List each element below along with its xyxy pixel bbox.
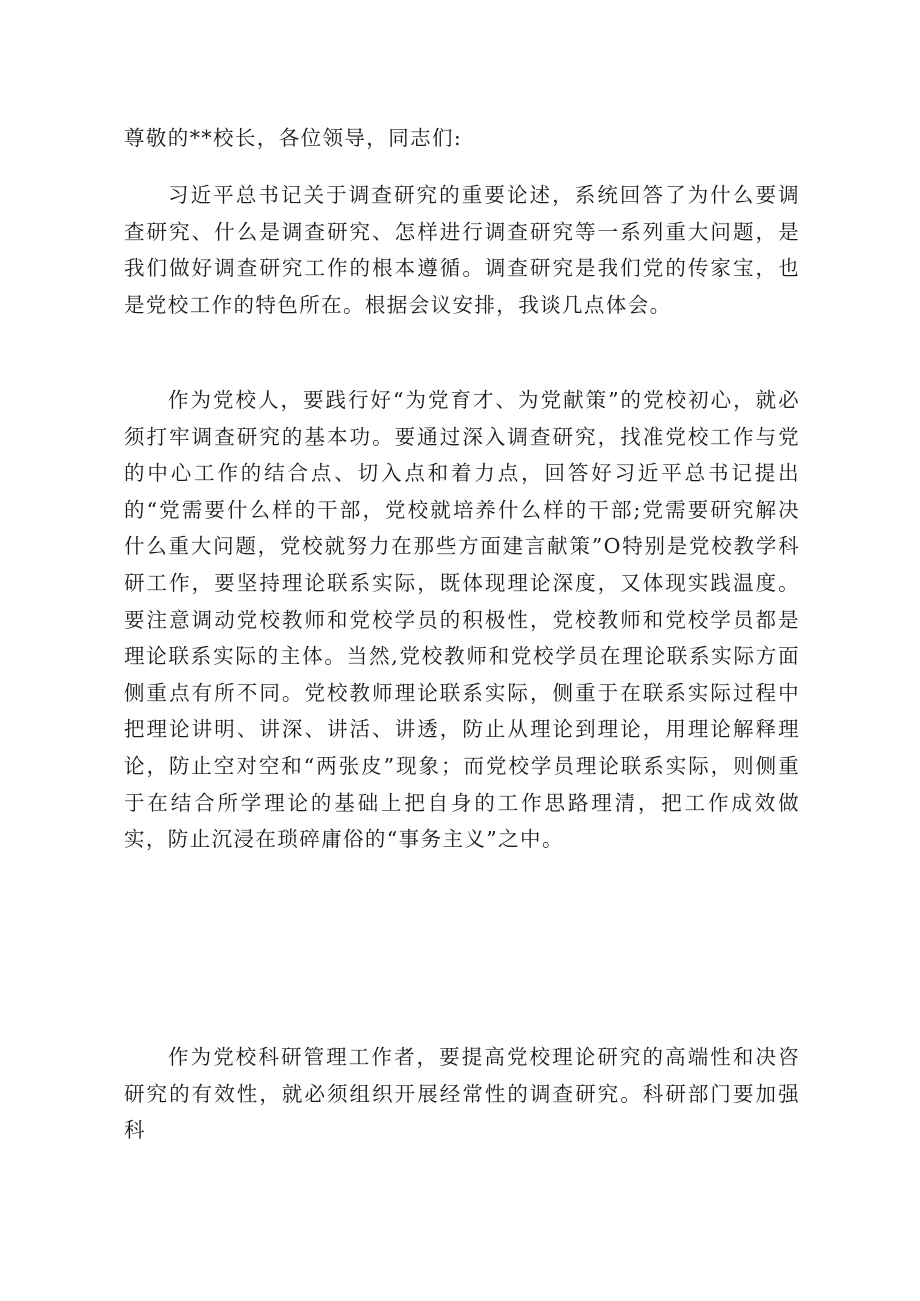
paragraph-3: 作为党校科研管理工作者，要提高党校理论研究的高端性和决咨研究的有效性，就必须组织开展经常性的调查研究。科研部门要加强科 (124, 1045, 800, 1143)
paragraph-2: 作为党校人，要践行好“为党育才、为党献策”的党校初心，就必须打牢调查研究的基本功。要通过深入调查研究，找准党校工作与党的中心工作的结合点、切入点和着力点，回答好习近平总书记提出的“党需要什么样的干部，党校就培养什么样的干部;党需要研究解决什么重大问题，党校就努力在那些方面建言献策”O特别是党校教学科研工作，要坚持理论联系实际，既体现理论深度，又体现实践温度。要注意调动党校教师和党校学员的积极性，党校教师和党校学员都是理论联系实际的主体。当然,党校教师和党校学员在理论联系实际方面侧重点有所不同。党校教师理论联系实际，侧重于在联系实际过程中把理论讲明、讲深、讲活、讲透，防止从理论到理论，用理论解释理论，防止空对空和“两张皮”现象；而党校学员理论联系实际，则侧重于在结合所学理论的基础上把自身的工作思路理清，把工作成效做实，防止沉浸在琐碎庸俗的“事务主义”之中。 (124, 388, 800, 852)
paragraph-1: 习近平总书记关于调查研究的重要论述，系统回答了为什么要调查研究、什么是调查研究、怎样进行调查研究等一系列重大问题，是我们做好调查研究工作的根本遵循。调查研究是我们党的传家宝，也是党校工作的特色所在。根据会议安排，我谈几点体会。 (124, 183, 800, 317)
salutation: 尊敬的**校长，各位领导，同志们: (124, 126, 463, 150)
